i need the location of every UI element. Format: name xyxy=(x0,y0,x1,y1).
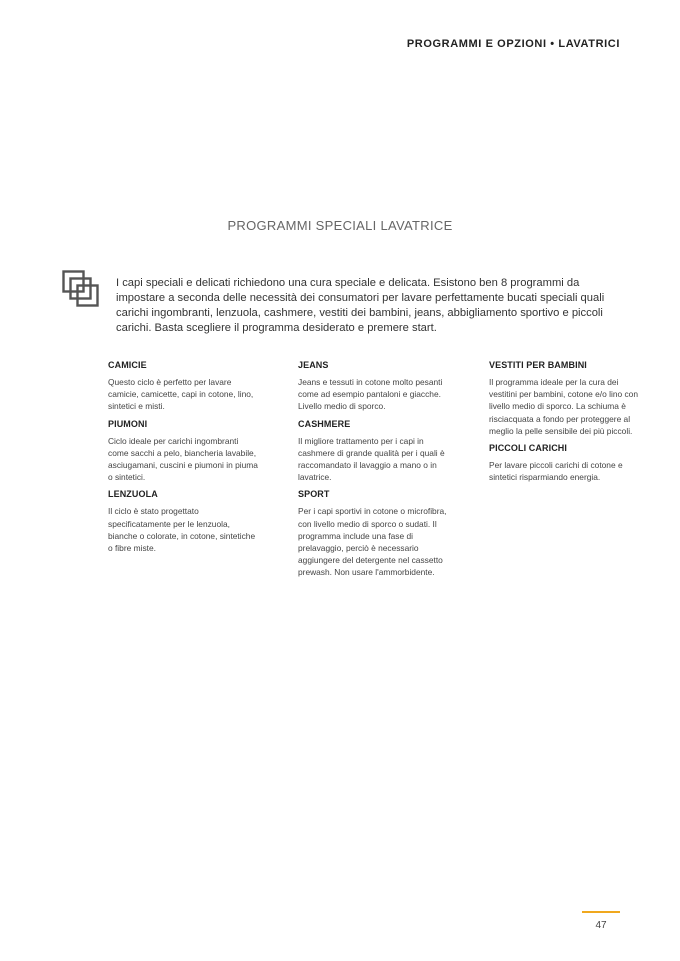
program-sport xyxy=(298,489,448,578)
program-title: PICCOLI CARICHI xyxy=(489,443,567,454)
program-piumoni xyxy=(108,419,258,484)
program-title: PIUMONI xyxy=(108,418,148,429)
program-vestiti-bambini xyxy=(489,360,639,437)
footer-accent-line xyxy=(582,911,620,913)
program-title: CAMICIE xyxy=(108,360,147,370)
program-description: Per i capi sportivi in cotone o microfibra, con livello medio di sporco o sudati. Il programma include una fase di prelavaggio, perciò è necessario aggiungere del detergente nel cassetto prewash. Non usare l'ammorbidente. xyxy=(298,506,447,578)
program-title: CASHMERE xyxy=(298,418,351,429)
program-title: VESTITI PER BAMBINI xyxy=(489,360,587,370)
program-description: Questo ciclo è perfetto per lavare camicie, camicette, capi in cotone, lino, sintetici e misti. xyxy=(108,377,254,412)
overlapping-squares-icon xyxy=(62,270,100,308)
program-description: Ciclo ideale per carichi ingombranti come sacchi a pelo, biancheria lavabile, asciugamani, cuscini e piumoni in piuma o sintetici. xyxy=(108,435,258,483)
program-piccoli-carichi xyxy=(489,443,639,483)
program-jeans xyxy=(298,360,448,413)
program-title: LENZUOLA xyxy=(108,489,158,500)
program-title: JEANS xyxy=(298,360,329,370)
program-title: SPORT xyxy=(298,489,330,500)
program-description: Il programma ideale per la cura dei vestitini per bambini, cotone e/o lino con livello medio di sporco. La schiuma è risciacquata a fondo per proteggere al meglio la pelle sensibile dei più piccoli. xyxy=(489,377,638,436)
program-description: Il migliore trattamento per i capi in cashmere di grande qualità per i quali è raccomandato il lavaggio a mano o in lavatrice. xyxy=(298,435,445,483)
page-header: PROGRAMMI E OPZIONI • LAVATRICI xyxy=(406,38,620,50)
program-column-3 xyxy=(489,360,639,489)
section-title: PROGRAMMI SPECIALI LAVATRICE xyxy=(227,218,453,233)
program-description: Il ciclo è stato progettato specificatamente per le lenzuola, bianche o colorate, in cotone, sintetiche o fibre miste. xyxy=(108,506,256,554)
program-cashmere xyxy=(298,419,448,484)
program-lenzuola xyxy=(108,489,258,554)
page-number: 47 xyxy=(595,920,607,931)
intro-paragraph: I capi speciali e delicati richiedono una cura speciale e delicata. Esistono ben 8 programmi da impostare a seconda delle necessità dei consumatori per lavare perfettamente bucati speciali quali carichi ingombranti, lenzuola, cashmere, vestiti dei bambini, jeans, abbigliamento sportivo e piccoli carichi. Basta scegliere il programma desiderato e premere start. xyxy=(116,277,605,334)
program-column-2 xyxy=(298,360,448,585)
program-camicie xyxy=(108,360,258,413)
program-column-1 xyxy=(108,360,258,560)
program-description: Jeans e tessuti in cotone molto pesanti come ad esempio pantaloni e giacche. Livello medio di sporco. xyxy=(298,377,443,412)
program-description: Per lavare piccoli carichi di cotone e sintetici risparmiando energia. xyxy=(489,460,623,483)
